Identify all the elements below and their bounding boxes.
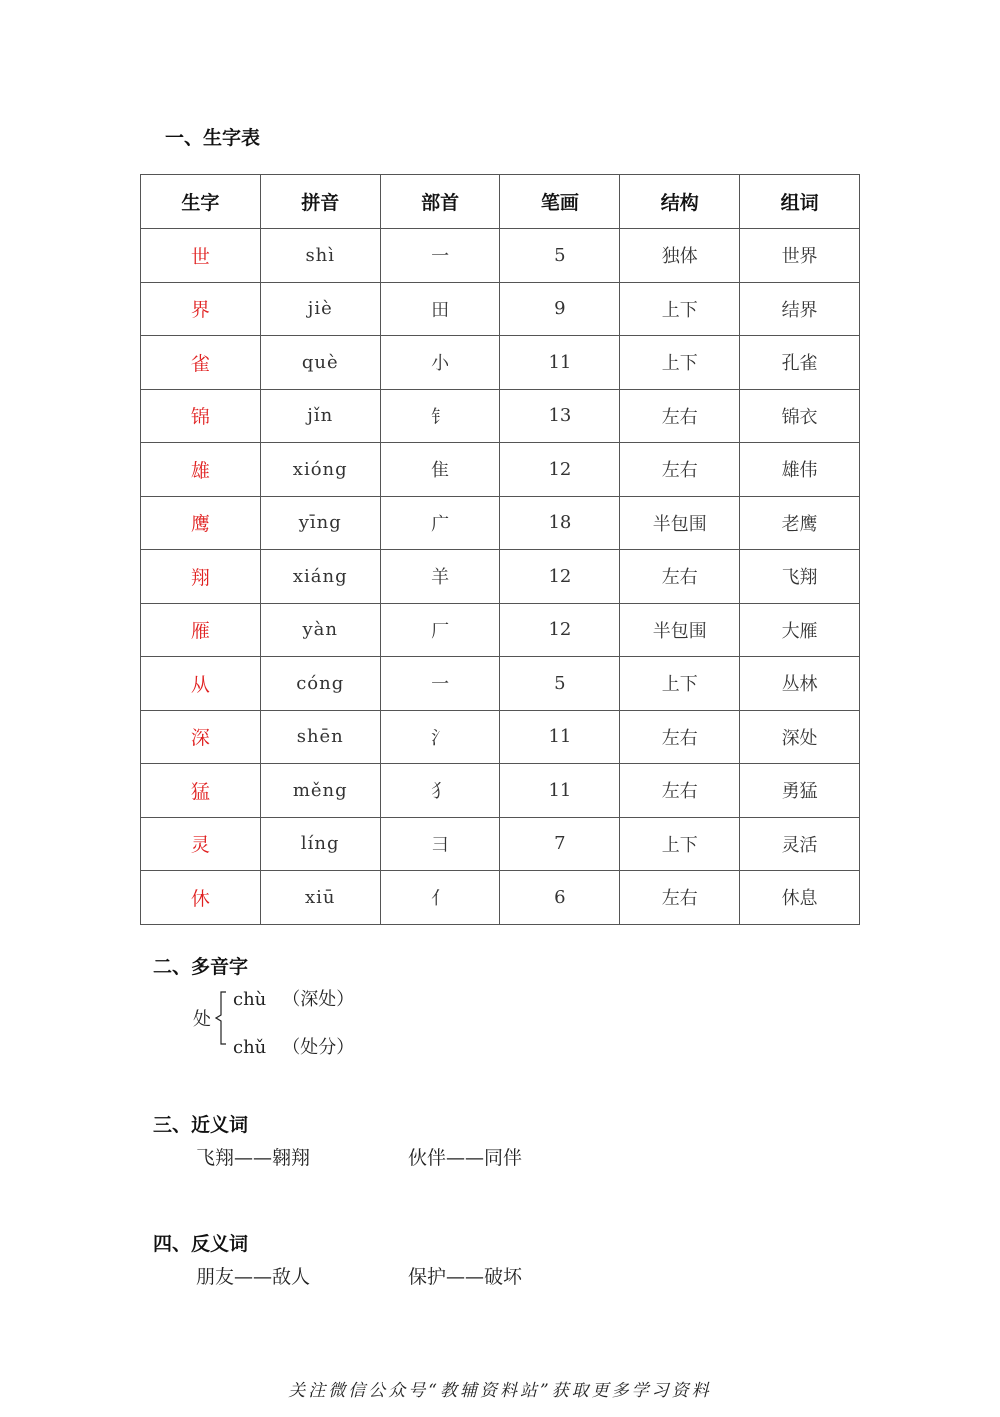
row-strokes: 6 (500, 871, 620, 925)
row-pinyin: xiáng (260, 550, 380, 604)
row-strokes: 11 (500, 336, 620, 390)
row-word: 飞翔 (740, 550, 860, 604)
row-pinyin: shēn (260, 710, 380, 764)
row-radical: 田 (380, 282, 500, 336)
row-char: 世 (141, 229, 261, 283)
row-radical: 亻 (380, 871, 500, 925)
row-pinyin: shì (260, 229, 380, 283)
row-structure: 半包围 (620, 603, 740, 657)
row-structure: 上下 (620, 336, 740, 390)
reading-1-pinyin: chù (233, 989, 267, 1010)
table-row (141, 710, 860, 764)
row-word: 勇猛 (740, 764, 860, 818)
row-strokes: 12 (500, 443, 620, 497)
header-word: 组词 (740, 175, 860, 229)
row-char: 深 (141, 710, 261, 764)
table-row (141, 550, 860, 604)
table-row (141, 496, 860, 550)
char-table (140, 174, 860, 925)
row-strokes: 11 (500, 764, 620, 818)
table-row (141, 336, 860, 390)
row-structure: 上下 (620, 657, 740, 711)
row-strokes: 12 (500, 550, 620, 604)
row-structure: 左右 (620, 443, 740, 497)
reading-1-word: （深处） (282, 989, 355, 1010)
antonym-pair-1: 朋友——敌人 (196, 1266, 311, 1288)
row-strokes: 11 (500, 710, 620, 764)
polyphonic-block (193, 985, 493, 1065)
row-structure: 左右 (620, 710, 740, 764)
footer-note: 关注微信公众号“教辅资料站”获取更多学习资料 (288, 1381, 712, 1401)
row-char: 锦 (141, 389, 261, 443)
row-pinyin: jǐn (260, 389, 380, 443)
polyphonic-char: 处 (193, 1009, 211, 1030)
row-strokes: 18 (500, 496, 620, 550)
header-strokes: 笔画 (500, 175, 620, 229)
row-word: 灵活 (740, 817, 860, 871)
row-radical: 一 (380, 229, 500, 283)
header-pinyin: 拼音 (260, 175, 380, 229)
table-row (141, 764, 860, 818)
row-radical: 钅 (380, 389, 500, 443)
row-word: 孔雀 (740, 336, 860, 390)
row-pinyin: měng (260, 764, 380, 818)
row-char: 雁 (141, 603, 261, 657)
row-pinyin: líng (260, 817, 380, 871)
row-word: 老鹰 (740, 496, 860, 550)
row-pinyin: yàn (260, 603, 380, 657)
row-radical: 羊 (380, 550, 500, 604)
row-word: 锦衣 (740, 389, 860, 443)
row-structure: 左右 (620, 389, 740, 443)
row-char: 雀 (141, 336, 261, 390)
row-strokes: 13 (500, 389, 620, 443)
table-row (141, 389, 860, 443)
row-structure: 半包围 (620, 496, 740, 550)
row-radical: 犭 (380, 764, 500, 818)
table-row (141, 871, 860, 925)
row-structure: 左右 (620, 871, 740, 925)
header-char: 生字 (141, 175, 261, 229)
reading-2-word: （处分） (282, 1037, 355, 1058)
section-title-char-table: 一、生字表 (165, 127, 261, 149)
row-pinyin: yīng (260, 496, 380, 550)
table-row (141, 603, 860, 657)
row-pinyin: jiè (260, 282, 380, 336)
row-word: 深处 (740, 710, 860, 764)
row-radical: 厂 (380, 603, 500, 657)
row-pinyin: xióng (260, 443, 380, 497)
synonym-pair-1: 飞翔——翱翔 (196, 1147, 311, 1169)
row-radical: 广 (380, 496, 500, 550)
table-row (141, 282, 860, 336)
section-title-polyphonic: 二、多音字 (153, 956, 249, 978)
brace-icon (215, 991, 227, 1045)
row-structure: 上下 (620, 282, 740, 336)
section-title-synonyms: 三、近义词 (153, 1114, 249, 1136)
row-pinyin: xiū (260, 871, 380, 925)
row-word: 大雁 (740, 603, 860, 657)
row-strokes: 9 (500, 282, 620, 336)
row-strokes: 5 (500, 657, 620, 711)
header-structure: 结构 (620, 175, 740, 229)
table-row (141, 229, 860, 283)
row-char: 从 (141, 657, 261, 711)
row-structure: 上下 (620, 817, 740, 871)
row-radical: 一 (380, 657, 500, 711)
header-radical: 部首 (380, 175, 500, 229)
reading-2-pinyin: chǔ (233, 1037, 267, 1058)
row-char: 界 (141, 282, 261, 336)
row-radical: 小 (380, 336, 500, 390)
row-strokes: 5 (500, 229, 620, 283)
row-char: 鹰 (141, 496, 261, 550)
row-char: 猛 (141, 764, 261, 818)
row-word: 世界 (740, 229, 860, 283)
reading-1 (233, 985, 354, 1011)
row-strokes: 12 (500, 603, 620, 657)
row-radical: 彐 (380, 817, 500, 871)
row-structure: 独体 (620, 229, 740, 283)
row-word: 结界 (740, 282, 860, 336)
reading-2 (233, 1033, 354, 1059)
antonym-pair-2: 保护——破坏 (408, 1266, 523, 1288)
row-radical: 氵 (380, 710, 500, 764)
row-structure: 左右 (620, 550, 740, 604)
table-header-row (141, 175, 860, 229)
row-word: 丛林 (740, 657, 860, 711)
row-pinyin: cóng (260, 657, 380, 711)
table-row (141, 443, 860, 497)
row-char: 灵 (141, 817, 261, 871)
row-word: 雄伟 (740, 443, 860, 497)
row-radical: 隹 (380, 443, 500, 497)
row-structure: 左右 (620, 764, 740, 818)
row-char: 翔 (141, 550, 261, 604)
row-strokes: 7 (500, 817, 620, 871)
row-char: 休 (141, 871, 261, 925)
table-row (141, 657, 860, 711)
synonym-pair-2: 伙伴——同伴 (408, 1147, 523, 1169)
row-char: 雄 (141, 443, 261, 497)
table-row (141, 817, 860, 871)
row-word: 休息 (740, 871, 860, 925)
section-title-antonyms: 四、反义词 (153, 1233, 249, 1255)
row-pinyin: què (260, 336, 380, 390)
